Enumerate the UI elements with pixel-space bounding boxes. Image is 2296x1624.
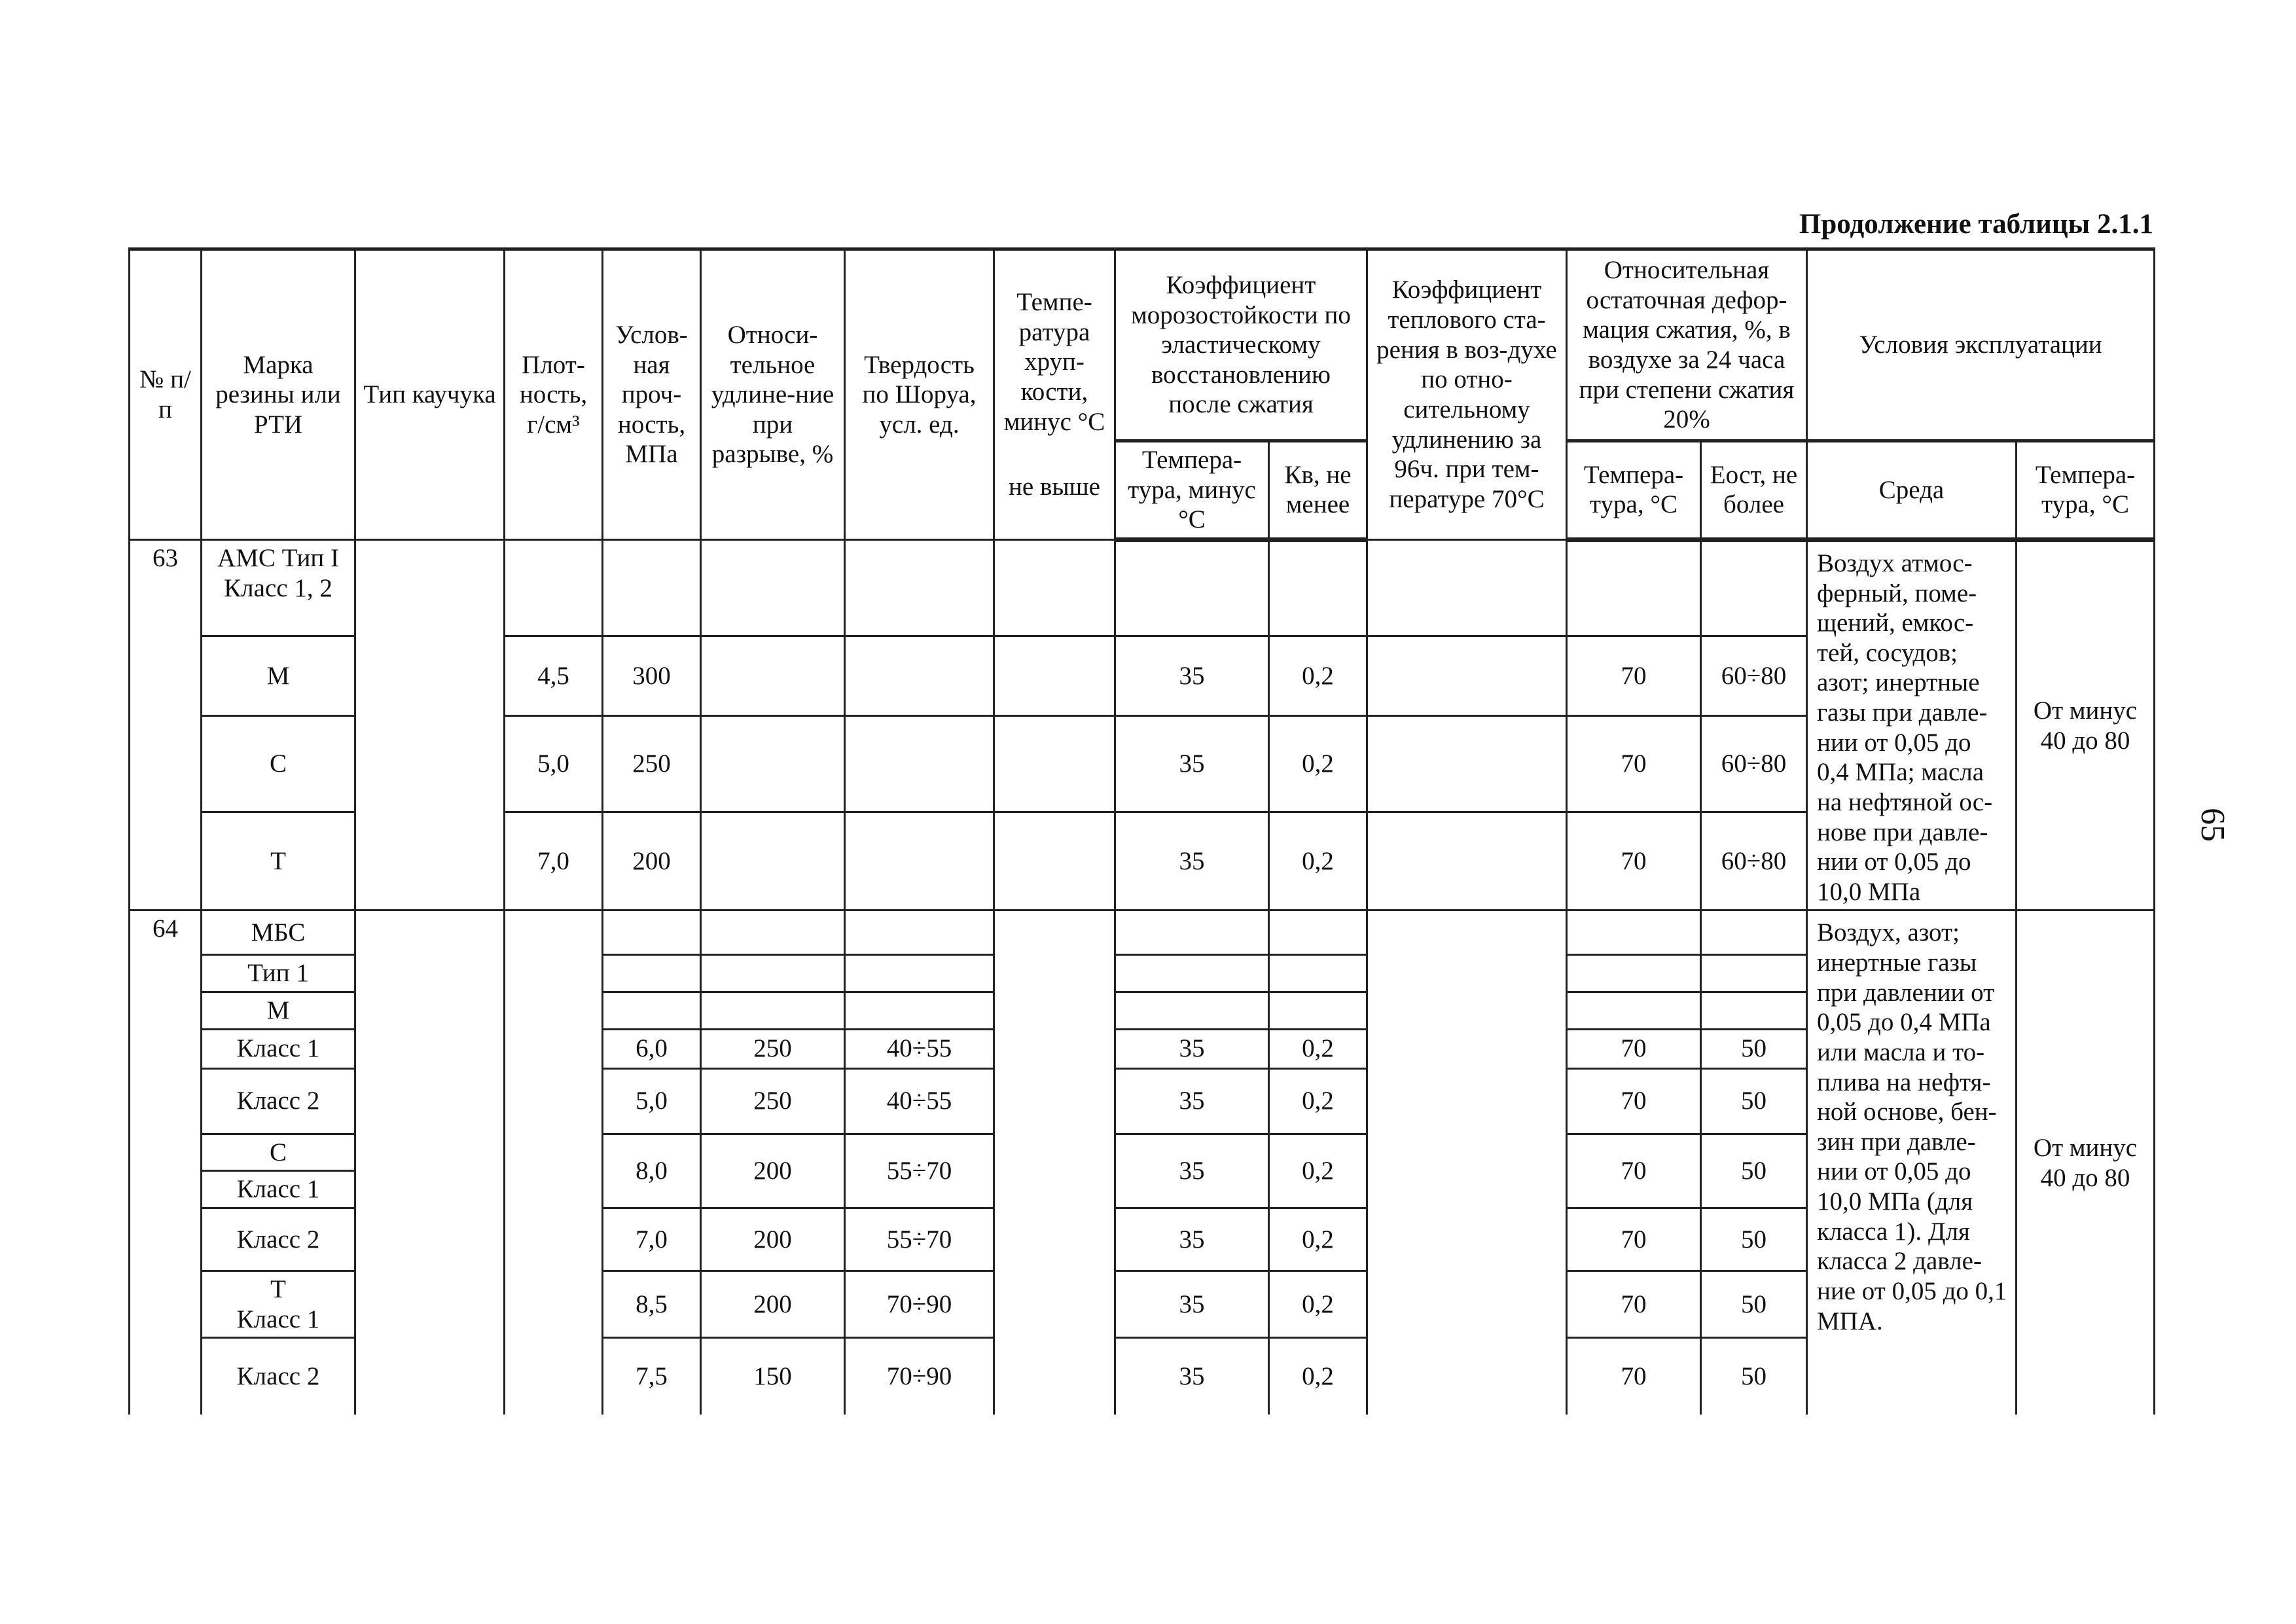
header-conditions: Условия эксплуатации	[1807, 249, 2155, 441]
elongation-cell: 250	[701, 1068, 845, 1134]
density-cell: 7,0	[505, 812, 603, 911]
brand-cell	[202, 1271, 355, 1337]
elongation-cell: 150	[701, 1338, 845, 1415]
class-cell: Класс 2	[202, 1338, 355, 1415]
page-number: 65	[2194, 808, 2231, 842]
frost-temp-cell: 35	[1115, 1029, 1269, 1068]
elongation-cell: 250	[701, 1029, 845, 1068]
table-row	[130, 911, 2155, 955]
frost-temp-cell: 35	[1115, 1068, 1269, 1134]
group-name: Т	[270, 1274, 286, 1303]
eost-cell: 60÷80	[1701, 812, 1807, 911]
header-comp-temp: Темпера-тура, °С	[1567, 441, 1701, 540]
header-cond-temp: Темпера-тура, °С	[2017, 441, 2155, 540]
env-cell: Воздух, азот; инертные газы при давлении от 0,05 до 0,4 МПа или масла и то-плива на нефтя-ной основе, бен-зин при давле-нии от 0,05 до 10,0 МПа (для класса 1). Для класса 2 давле-ние от 0,05 до 0,1 МПА.	[1807, 911, 2017, 1415]
rubber-type-cell	[355, 539, 505, 911]
brand-cell: М	[202, 992, 355, 1030]
brand-cell: Т	[202, 812, 355, 911]
strength-cell: 7,5	[603, 1338, 701, 1415]
brand-cell: МБС	[202, 911, 355, 955]
frost-temp-cell: 35	[1115, 636, 1269, 716]
kv-cell: 0,2	[1269, 1338, 1367, 1415]
header-frost-temp: Темпера-тура, минус °С	[1115, 441, 1269, 540]
class-cell: Класс 1	[202, 1171, 355, 1208]
frost-temp-cell: 35	[1115, 1134, 1269, 1208]
cond-temp-cell: От минус 40 до 80	[2017, 911, 2155, 1415]
row-num: 64	[130, 911, 202, 1415]
class-cell: Класс 1	[202, 1029, 355, 1068]
density-cell: 5,0	[505, 715, 603, 812]
brand-cell: АМС Тип I Класс 1, 2	[202, 539, 355, 636]
strength-cell: 7,0	[603, 1208, 701, 1271]
eost-cell: 50	[1701, 1134, 1807, 1208]
hardness-cell: 55÷70	[845, 1134, 994, 1208]
header-brittle-temp-label: Темпе-ратура хруп-кости, минус °С	[1003, 288, 1105, 436]
eost-cell: 50	[1701, 1068, 1807, 1134]
header-num: № п/п	[130, 249, 202, 540]
hardness-cell: 70÷90	[845, 1338, 994, 1415]
header-rubber-type: Тип каучука	[355, 249, 505, 540]
comp-temp-cell: 70	[1567, 1029, 1701, 1068]
class-cell: Класс 2	[202, 1208, 355, 1271]
frost-temp-cell: 35	[1115, 715, 1269, 812]
comp-temp-cell: 70	[1567, 1068, 1701, 1134]
comp-temp-cell: 70	[1567, 1338, 1701, 1415]
brand-cell: С	[202, 715, 355, 812]
elongation-cell: 200	[701, 1134, 845, 1208]
header-aging: Коэффициент теплового ста-рения в воз-духе по отно-сительному удлинению за 96ч. при тем-пературе 70°С	[1367, 249, 1567, 540]
table-caption: Продолжение таблицы 2.1.1	[1799, 209, 2153, 240]
table-row	[130, 539, 2155, 636]
frost-temp-cell: 35	[1115, 1208, 1269, 1271]
hardness-cell: 40÷55	[845, 1029, 994, 1068]
density-cell: 4,5	[505, 636, 603, 716]
header-brand: Марка резины или РТИ	[202, 249, 355, 540]
kv-cell: 0,2	[1269, 1271, 1367, 1337]
eost-cell: 60÷80	[1701, 636, 1807, 716]
env-cell: Воздух атмос-ферный, поме-щений, емкос-тей, сосудов; азот; инертные газы при давле-нии от 0,05 до 0,4 МПа; масла на нефтяной ос-нове при давле-нии от 0,05 до 10,0 МПа	[1807, 539, 2017, 911]
hardness-cell: 55÷70	[845, 1208, 994, 1271]
eost-cell: 50	[1701, 1029, 1807, 1068]
rubber-type-cell	[355, 911, 505, 1415]
comp-temp-cell: 70	[1567, 1208, 1701, 1271]
eost-cell: 60÷80	[1701, 715, 1807, 812]
kv-cell: 0,2	[1269, 1068, 1367, 1134]
brand-cell: Тип 1	[202, 955, 355, 992]
frost-temp-cell: 35	[1115, 1271, 1269, 1337]
header-comp-eost: Еост, не более	[1701, 441, 1807, 540]
kv-cell: 0,2	[1269, 1208, 1367, 1271]
elongation-cell: 200	[701, 1208, 845, 1271]
strength-cell: 5,0	[603, 1068, 701, 1134]
eost-cell: 50	[1701, 1271, 1807, 1337]
eost-cell: 50	[1701, 1338, 1807, 1415]
strength-cell: 250	[603, 715, 701, 812]
header-hardness: Твердость по Шоруа, усл. ед.	[845, 249, 994, 540]
header-frost: Коэффициент морозостойкости по эластическому восстановлению после сжатия	[1115, 249, 1367, 441]
elongation-cell: 200	[701, 1271, 845, 1337]
strength-cell: 6,0	[603, 1029, 701, 1068]
kv-cell: 0,2	[1269, 1134, 1367, 1208]
header-density: Плот-ность, г/см³	[505, 249, 603, 540]
kv-cell: 0,2	[1269, 1029, 1367, 1068]
hardness-cell: 40÷55	[845, 1068, 994, 1134]
header-elongation: Относи-тельное удлине-ние при разрыве, %	[701, 249, 845, 540]
header-brittle-note: не выше	[1009, 473, 1100, 501]
strength-cell: 200	[603, 812, 701, 911]
header-strength: Услов-ная проч-ность, МПа	[603, 249, 701, 540]
comp-temp-cell: 70	[1567, 636, 1701, 716]
row-num: 63	[130, 539, 202, 911]
density-cell	[505, 911, 603, 1415]
brand-cell: С	[202, 1134, 355, 1171]
frost-temp-cell: 35	[1115, 1338, 1269, 1415]
class-cell: Класс 2	[202, 1068, 355, 1134]
kv-cell: 0,2	[1269, 636, 1367, 716]
rubber-properties-table	[128, 247, 2155, 1415]
header-medium: Среда	[1807, 441, 2017, 540]
kv-cell: 0,2	[1269, 715, 1367, 812]
strength-cell: 300	[603, 636, 701, 716]
frost-temp-cell: 35	[1115, 812, 1269, 911]
eost-cell: 50	[1701, 1208, 1807, 1271]
class-cell: Класс 1	[236, 1305, 320, 1333]
header-frost-kv: Кв, не менее	[1269, 441, 1367, 540]
cond-temp-cell: От минус 40 до 80	[2017, 539, 2155, 911]
comp-temp-cell: 70	[1567, 1134, 1701, 1208]
comp-temp-cell: 70	[1567, 1271, 1701, 1337]
header-compression: Относительная остаточная дефор-мация сжатия, %, в воздухе за 24 часа при степени сжатия 20%	[1567, 249, 1807, 441]
comp-temp-cell: 70	[1567, 812, 1701, 911]
strength-cell: 8,5	[603, 1271, 701, 1337]
header-brittle-temp	[994, 249, 1115, 540]
hardness-cell: 70÷90	[845, 1271, 994, 1337]
comp-temp-cell: 70	[1567, 715, 1701, 812]
strength-cell: 8,0	[603, 1134, 701, 1208]
kv-cell: 0,2	[1269, 812, 1367, 911]
brand-cell: М	[202, 636, 355, 716]
